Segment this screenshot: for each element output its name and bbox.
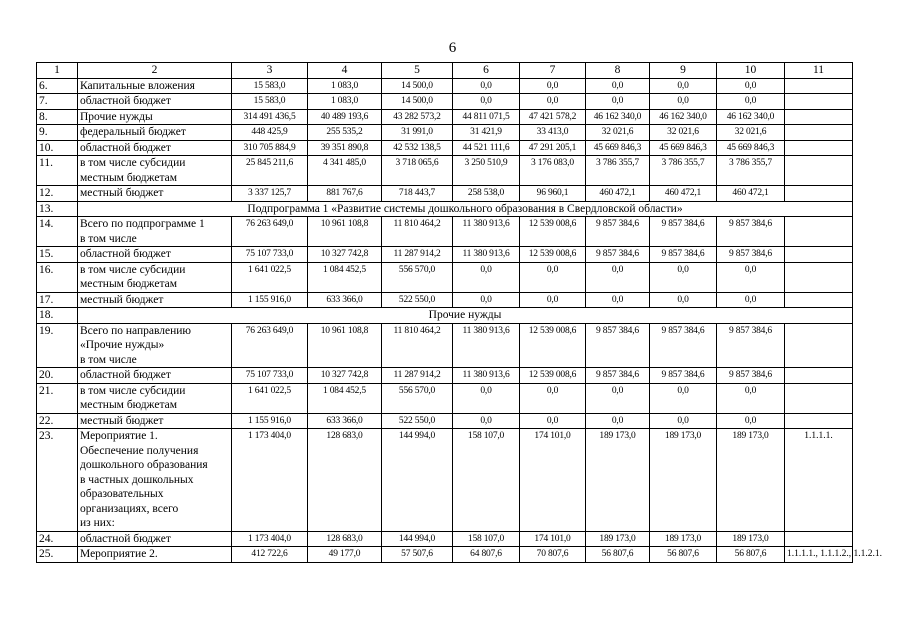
- value-cell: 556 570,0: [382, 262, 453, 292]
- table-row: [37, 109, 853, 125]
- row-number: 21.: [37, 383, 78, 413]
- value-cell: 12 539 008,6: [520, 247, 586, 263]
- value-cell: 70 807,6: [520, 547, 586, 563]
- row-number: 19.: [37, 323, 78, 368]
- value-cell: 76 263 649,0: [232, 323, 308, 368]
- row-name: [78, 109, 232, 125]
- value-cell: 9 857 384,6: [586, 217, 650, 247]
- table-row: [37, 94, 853, 110]
- row-name-line: Всего по подпрограмме 1: [80, 218, 205, 230]
- value-cell: 1 173 404,0: [232, 531, 308, 547]
- value-cell: 11 810 464,2: [382, 323, 453, 368]
- value-cell: 1 155 916,0: [232, 413, 308, 429]
- value-cell: 1 083,0: [308, 78, 382, 94]
- row-name: [78, 323, 232, 368]
- value-cell: 11 380 913,6: [453, 247, 520, 263]
- row-name-line: организациях, всего: [80, 502, 179, 515]
- row-name-line: Мероприятие 2.: [80, 548, 158, 560]
- row-name: [78, 94, 232, 110]
- row-name-line: областной бюджет: [80, 369, 171, 381]
- value-cell: 128 683,0: [308, 429, 382, 532]
- value-cell: 25 845 211,6: [232, 156, 308, 186]
- row-name-line: областной бюджет: [80, 532, 171, 545]
- table-row: [37, 262, 853, 292]
- value-cell: 10 327 742,8: [308, 247, 382, 263]
- value-cell: 32 021,6: [586, 125, 650, 141]
- row-name-line: местный бюджет: [80, 293, 164, 306]
- value-cell: 174 101,0: [520, 531, 586, 547]
- row-number: 25.: [37, 547, 78, 563]
- row-name-line: в том числе субсидии: [80, 384, 186, 397]
- value-cell: 0,0: [520, 94, 586, 110]
- row-name: [78, 186, 232, 202]
- value-cell: 0,0: [453, 262, 520, 292]
- row-name: [78, 531, 232, 547]
- table-row: [37, 125, 853, 141]
- value-cell: 46 162 340,0: [717, 109, 785, 125]
- value-cell: 12 539 008,6: [520, 323, 586, 368]
- reference-cell: [785, 109, 853, 125]
- value-cell: 1 084 452,5: [308, 262, 382, 292]
- value-cell: 158 107,0: [453, 531, 520, 547]
- value-cell: 3 176 083,0: [520, 156, 586, 186]
- row-name-line: в том числе: [80, 353, 137, 366]
- value-cell: 15 583,0: [232, 94, 308, 110]
- value-cell: 0,0: [717, 78, 785, 94]
- value-cell: 33 413,0: [520, 125, 586, 141]
- reference-cell: 1.1.1.1., 1.1.1.2., 1.1.2.1.: [785, 547, 853, 563]
- value-cell: 9 857 384,6: [717, 368, 785, 384]
- row-number: 22.: [37, 413, 78, 429]
- row-name: [78, 140, 232, 156]
- value-cell: 49 177,0: [308, 547, 382, 563]
- row-name-line: образовательных: [80, 488, 164, 500]
- row-number: 12.: [37, 186, 78, 202]
- row-name-line: в частных дошкольных: [80, 473, 194, 486]
- table-row: [37, 429, 853, 532]
- value-cell: 11 380 913,6: [453, 217, 520, 247]
- value-cell: 0,0: [520, 292, 586, 308]
- value-cell: 0,0: [650, 292, 717, 308]
- value-cell: 32 021,6: [650, 125, 717, 141]
- value-cell: 57 507,6: [382, 547, 453, 563]
- value-cell: 0,0: [586, 94, 650, 110]
- value-cell: 56 807,6: [650, 547, 717, 563]
- value-cell: 144 994,0: [382, 531, 453, 547]
- row-name: [78, 383, 232, 413]
- row-number: 7.: [37, 94, 78, 110]
- row-number: 24.: [37, 531, 78, 547]
- row-number: 16.: [37, 262, 78, 292]
- row-name-line: Мероприятие 1.: [80, 430, 158, 442]
- value-cell: 189 173,0: [650, 531, 717, 547]
- value-cell: 633 366,0: [308, 413, 382, 429]
- reference-cell: [785, 156, 853, 186]
- value-cell: 10 961 108,8: [308, 217, 382, 247]
- row-number: 6.: [37, 78, 78, 94]
- value-cell: 0,0: [520, 78, 586, 94]
- value-cell: 75 107 733,0: [232, 247, 308, 263]
- section-row: [37, 201, 853, 217]
- column-number: 6: [453, 63, 520, 79]
- value-cell: 47 291 205,1: [520, 140, 586, 156]
- row-number: 17.: [37, 292, 78, 308]
- table-row: [37, 186, 853, 202]
- table-row: [37, 547, 853, 563]
- value-cell: 3 337 125,7: [232, 186, 308, 202]
- value-cell: 1 083,0: [308, 94, 382, 110]
- value-cell: 0,0: [650, 413, 717, 429]
- value-cell: 9 857 384,6: [586, 247, 650, 263]
- value-cell: 12 539 008,6: [520, 217, 586, 247]
- value-cell: 0,0: [453, 292, 520, 308]
- value-cell: 9 857 384,6: [586, 368, 650, 384]
- row-name: [78, 368, 232, 384]
- value-cell: 56 807,6: [586, 547, 650, 563]
- value-cell: 189 173,0: [717, 531, 785, 547]
- row-name-line: Капитальные вложения: [80, 79, 195, 92]
- value-cell: 258 538,0: [453, 186, 520, 202]
- value-cell: 174 101,0: [520, 429, 586, 532]
- value-cell: 189 173,0: [650, 429, 717, 532]
- row-name-line: областной бюджет: [80, 95, 171, 107]
- column-number: 10: [717, 63, 785, 79]
- value-cell: 189 173,0: [717, 429, 785, 532]
- row-name-line: местный бюджет: [80, 414, 164, 427]
- reference-cell: [785, 292, 853, 308]
- row-name: [78, 78, 232, 94]
- value-cell: 9 857 384,6: [650, 247, 717, 263]
- reference-cell: [785, 125, 853, 141]
- value-cell: 45 669 846,3: [650, 140, 717, 156]
- value-cell: 47 421 578,2: [520, 109, 586, 125]
- value-cell: 0,0: [717, 94, 785, 110]
- row-name: [78, 217, 232, 247]
- row-name-line: местным бюджетам: [80, 399, 177, 411]
- reference-cell: [785, 368, 853, 384]
- value-cell: 12 539 008,6: [520, 368, 586, 384]
- reference-cell: [785, 247, 853, 263]
- reference-cell: [785, 383, 853, 413]
- value-cell: 31 991,0: [382, 125, 453, 141]
- value-cell: 96 960,1: [520, 186, 586, 202]
- value-cell: 46 162 340,0: [650, 109, 717, 125]
- value-cell: 3 786 355,7: [717, 156, 785, 186]
- table-row: [37, 413, 853, 429]
- row-name-line: областной бюджет: [80, 248, 171, 260]
- value-cell: 718 443,7: [382, 186, 453, 202]
- budget-table: [36, 62, 882, 563]
- value-cell: 9 857 384,6: [717, 247, 785, 263]
- reference-cell: [785, 413, 853, 429]
- reference-cell: 1.1.1.1.: [785, 429, 853, 532]
- row-number: 14.: [37, 217, 78, 247]
- value-cell: 64 807,6: [453, 547, 520, 563]
- value-cell: 9 857 384,6: [650, 368, 717, 384]
- value-cell: 42 532 138,5: [382, 140, 453, 156]
- row-number: 9.: [37, 125, 78, 141]
- value-cell: 460 472,1: [650, 186, 717, 202]
- row-number: 8.: [37, 109, 78, 125]
- value-cell: 310 705 884,9: [232, 140, 308, 156]
- row-name: [78, 413, 232, 429]
- table-row: [37, 217, 853, 247]
- row-name-line: Всего по направлению: [80, 324, 191, 337]
- value-cell: 15 583,0: [232, 78, 308, 94]
- value-cell: 40 489 193,6: [308, 109, 382, 125]
- row-name-line: Обеспечение получения: [80, 444, 199, 457]
- value-cell: 39 351 890,8: [308, 140, 382, 156]
- value-cell: 633 366,0: [308, 292, 382, 308]
- value-cell: 0,0: [650, 78, 717, 94]
- value-cell: 14 500,0: [382, 94, 453, 110]
- row-name: [78, 247, 232, 263]
- value-cell: 9 857 384,6: [650, 217, 717, 247]
- reference-cell: [785, 217, 853, 247]
- table-row: [37, 323, 853, 368]
- value-cell: 0,0: [717, 292, 785, 308]
- row-name: [78, 156, 232, 186]
- value-cell: 0,0: [586, 383, 650, 413]
- row-name: [78, 547, 232, 563]
- reference-cell: [785, 78, 853, 94]
- value-cell: 45 669 846,3: [586, 140, 650, 156]
- row-name-line: из них:: [80, 517, 115, 529]
- row-number: 10.: [37, 140, 78, 156]
- value-cell: 0,0: [586, 292, 650, 308]
- value-cell: 0,0: [520, 262, 586, 292]
- column-number: 3: [232, 63, 308, 79]
- row-number: 15.: [37, 247, 78, 263]
- value-cell: 11 380 913,6: [453, 323, 520, 368]
- value-cell: 460 472,1: [717, 186, 785, 202]
- column-number: 5: [382, 63, 453, 79]
- value-cell: 0,0: [520, 413, 586, 429]
- value-cell: 11 287 914,2: [382, 247, 453, 263]
- value-cell: 1 084 452,5: [308, 383, 382, 413]
- column-number: 9: [650, 63, 717, 79]
- column-number-row: [37, 63, 853, 79]
- value-cell: 158 107,0: [453, 429, 520, 532]
- value-cell: 1 641 022,5: [232, 262, 308, 292]
- value-cell: 0,0: [453, 383, 520, 413]
- row-name: [78, 262, 232, 292]
- value-cell: 0,0: [717, 383, 785, 413]
- row-name-line: местным бюджетам: [80, 171, 177, 184]
- value-cell: 128 683,0: [308, 531, 382, 547]
- row-name-line: федеральный бюджет: [80, 126, 186, 138]
- value-cell: 0,0: [717, 413, 785, 429]
- value-cell: 314 491 436,5: [232, 109, 308, 125]
- value-cell: 0,0: [453, 94, 520, 110]
- column-number: 1: [37, 63, 78, 79]
- row-number: 20.: [37, 368, 78, 384]
- row-number: 18.: [37, 308, 78, 324]
- value-cell: 881 767,6: [308, 186, 382, 202]
- value-cell: 0,0: [650, 262, 717, 292]
- value-cell: 0,0: [520, 383, 586, 413]
- value-cell: 0,0: [650, 383, 717, 413]
- value-cell: 144 994,0: [382, 429, 453, 532]
- value-cell: 46 162 340,0: [586, 109, 650, 125]
- value-cell: 3 786 355,7: [650, 156, 717, 186]
- table-row: [37, 292, 853, 308]
- value-cell: 31 421,9: [453, 125, 520, 141]
- column-number: 11: [785, 63, 853, 79]
- row-name-line: в том числе: [80, 232, 137, 245]
- value-cell: 0,0: [586, 78, 650, 94]
- value-cell: 189 173,0: [586, 531, 650, 547]
- reference-cell: [785, 262, 853, 292]
- value-cell: 45 669 846,3: [717, 140, 785, 156]
- column-number: 4: [308, 63, 382, 79]
- row-name-line: в том числе субсидии: [80, 263, 186, 276]
- value-cell: 3 786 355,7: [586, 156, 650, 186]
- section-row: [37, 308, 853, 324]
- value-cell: 3 250 510,9: [453, 156, 520, 186]
- table-row: [37, 140, 853, 156]
- value-cell: 556 570,0: [382, 383, 453, 413]
- section-title: Подпрограмма 1 «Развитие системы дошкольного образования в Свердловской области»: [78, 201, 853, 217]
- value-cell: 43 282 573,2: [382, 109, 453, 125]
- row-name-line: Прочие нужды: [80, 110, 153, 123]
- value-cell: 255 535,2: [308, 125, 382, 141]
- value-cell: 448 425,9: [232, 125, 308, 141]
- value-cell: 0,0: [453, 78, 520, 94]
- value-cell: 522 550,0: [382, 292, 453, 308]
- table-row: [37, 383, 853, 413]
- reference-cell: [785, 323, 853, 368]
- value-cell: 1 173 404,0: [232, 429, 308, 532]
- value-cell: 75 107 733,0: [232, 368, 308, 384]
- value-cell: 44 521 111,6: [453, 140, 520, 156]
- value-cell: 412 722,6: [232, 547, 308, 563]
- value-cell: 9 857 384,6: [586, 323, 650, 368]
- value-cell: 56 807,6: [717, 547, 785, 563]
- value-cell: 44 811 071,5: [453, 109, 520, 125]
- row-name: [78, 125, 232, 141]
- row-number: 13.: [37, 201, 78, 217]
- value-cell: 4 341 485,0: [308, 156, 382, 186]
- value-cell: 0,0: [650, 94, 717, 110]
- value-cell: 0,0: [717, 262, 785, 292]
- value-cell: 0,0: [453, 413, 520, 429]
- reference-cell: [785, 140, 853, 156]
- value-cell: 0,0: [586, 413, 650, 429]
- row-name-line: областной бюджет: [80, 141, 171, 154]
- value-cell: 522 550,0: [382, 413, 453, 429]
- table-row: [37, 78, 853, 94]
- table-row: [37, 531, 853, 547]
- row-name-line: местным бюджетам: [80, 278, 177, 290]
- reference-cell: [785, 94, 853, 110]
- value-cell: 189 173,0: [586, 429, 650, 532]
- table-row: [37, 368, 853, 384]
- row-name: [78, 292, 232, 308]
- value-cell: 14 500,0: [382, 78, 453, 94]
- page-number: 6: [448, 40, 457, 56]
- value-cell: 1 155 916,0: [232, 292, 308, 308]
- section-title: Прочие нужды: [78, 308, 853, 324]
- column-number: 2: [78, 63, 232, 79]
- value-cell: 9 857 384,6: [717, 217, 785, 247]
- row-name: [78, 429, 232, 532]
- row-name-line: в том числе субсидии: [80, 157, 186, 169]
- value-cell: 11 287 914,2: [382, 368, 453, 384]
- column-number: 7: [520, 63, 586, 79]
- value-cell: 32 021,6: [717, 125, 785, 141]
- value-cell: 0,0: [586, 262, 650, 292]
- table-row: [37, 156, 853, 186]
- value-cell: 10 327 742,8: [308, 368, 382, 384]
- value-cell: 3 718 065,6: [382, 156, 453, 186]
- row-name-line: «Прочие нужды»: [80, 339, 165, 351]
- value-cell: 9 857 384,6: [650, 323, 717, 368]
- value-cell: 1 641 022,5: [232, 383, 308, 413]
- value-cell: 76 263 649,0: [232, 217, 308, 247]
- table-row: [37, 247, 853, 263]
- row-name-line: местный бюджет: [80, 187, 164, 199]
- value-cell: 11 380 913,6: [453, 368, 520, 384]
- value-cell: 10 961 108,8: [308, 323, 382, 368]
- row-number: 23.: [37, 429, 78, 532]
- row-number: 11.: [37, 156, 78, 186]
- value-cell: 460 472,1: [586, 186, 650, 202]
- column-number: 8: [586, 63, 650, 79]
- reference-cell: [785, 531, 853, 547]
- value-cell: 9 857 384,6: [717, 323, 785, 368]
- value-cell: 11 810 464,2: [382, 217, 453, 247]
- row-name-line: дошкольного образования: [80, 459, 208, 471]
- reference-cell: [785, 186, 853, 202]
